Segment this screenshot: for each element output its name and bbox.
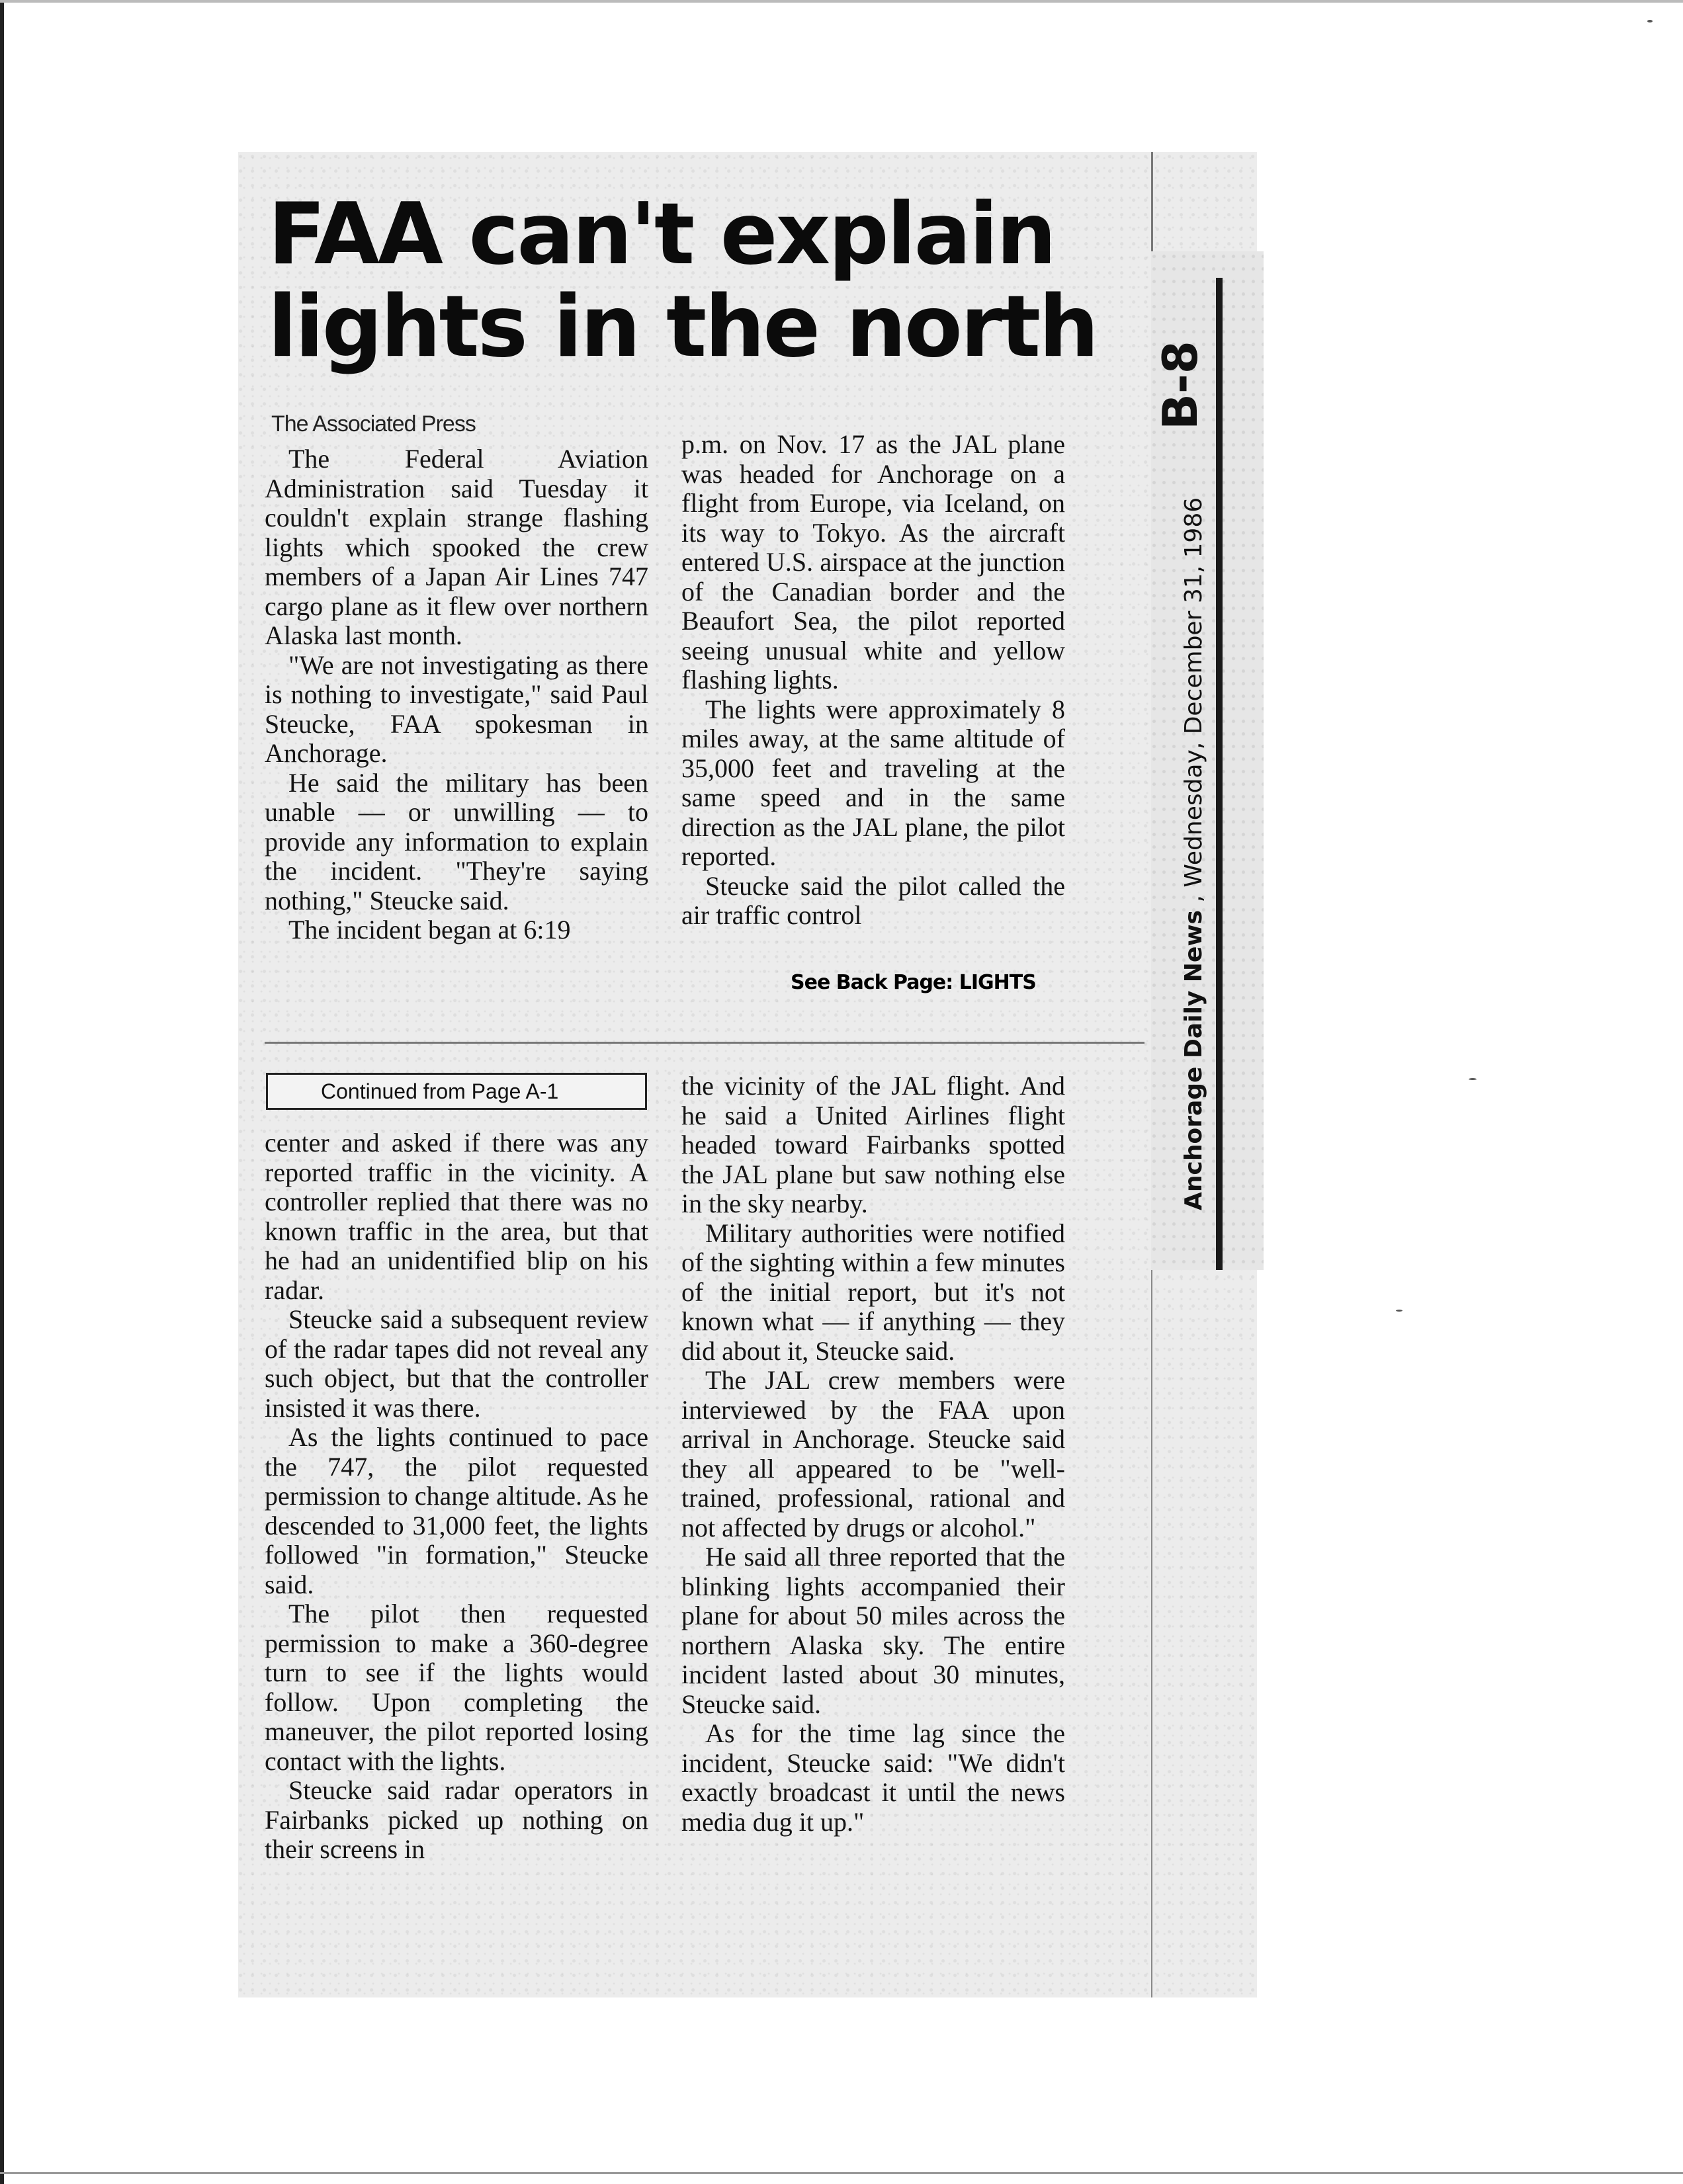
scan-speck (1469, 1078, 1477, 1080)
page-left-edge (0, 0, 4, 2184)
page-top-edge (0, 0, 1683, 3)
article-column-2 (681, 430, 1065, 931)
paragraph: The JAL crew members were interviewed by the FAA upon arrival in Anchorage. Steucke said they all appeared to be "well-trained, professional, rational and not affected by drugs or alcohol." (681, 1365, 1065, 1542)
headline-line-1: FAA can't explain (268, 185, 1055, 284)
paragraph: As the lights continued to pace the 747, the pilot requested permission to change altitude. As he descended to 31,000 feet, the lights followed "in formation," Steucke said. (265, 1422, 648, 1599)
headline-line-2: lights in the north (268, 278, 1098, 376)
publication-date: Wednesday, December 31, 1986 (1180, 497, 1207, 888)
article-column-3 (265, 1128, 648, 1865)
paragraph: He said all three reported that the blinking lights accompanied their plane for about 50 miles across the northern Alaska sky. The entire incident lasted about 30 minutes, Steucke said. (681, 1542, 1065, 1719)
dateline-rule (1216, 278, 1223, 1270)
paragraph: Steucke said radar operators in Fairbanks picked up nothing on their screens in (265, 1775, 648, 1864)
paragraph: p.m. on Nov. 17 as the JAL plane was headed for Anchorage on a flight from Europe, via Iceland, on its way to Tokyo. As the aircraft entered U.S. airspace at the junction of the Canadian border and the Beaufort Sea, the pilot reported seeing unusual white and yellow flashing lights. (681, 429, 1065, 694)
paragraph: As for the time lag since the incident, Steucke said: "We didn't exactly broadcast it until the news media dug it up." (681, 1718, 1065, 1837)
jump-line: See Back Page: LIGHTS (791, 971, 1036, 994)
paragraph: Steucke said the pilot called the air traffic control (681, 870, 1065, 930)
scan-speck (1647, 20, 1653, 22)
scan-speck (1396, 1310, 1402, 1312)
paragraph: "We are not investigating as there is nothing to investigate," said Paul Steucke, FAA spokesman in Anchorage. (265, 650, 648, 768)
dateline-separator: , (1180, 887, 1207, 903)
article-column-4 (681, 1071, 1065, 1837)
paragraph: The pilot then requested permission to make a 360-degree turn to see if the lights would follow. Upon completing the maneuver, the pilot reported losing contact with the lights. (265, 1599, 648, 1776)
page-code: B-8 (1152, 341, 1208, 430)
paragraph: He said the military has been unable — or unwilling — to provide any information to explain the incident. "They're saying nothing," Steucke said. (265, 767, 648, 915)
headline (268, 185, 1108, 376)
paragraph: Military authorities were notified of the sighting within a few minutes of the initial report, but it's not known what — if anything — they did about it, Steucke said. (681, 1218, 1065, 1366)
paragraph: the vicinity of the JAL flight. And he said a United Airlines flight headed toward Fairbanks spotted the JAL plane but saw nothing else in the sky nearby. (681, 1071, 1065, 1218)
section-divider (265, 1042, 1144, 1044)
paragraph: The lights were approximately 8 miles away, at the same altitude of 35,000 feet and traveling at the same speed and in the same direction as the JAL plane, the pilot reported. (681, 694, 1065, 871)
page-bottom-edge (0, 2172, 1683, 2174)
continued-from-label: Continued from Page A-1 (266, 1073, 647, 1110)
paragraph: Steucke said a subsequent review of the radar tapes did not reveal any such object, but that the controller insisted it was there. (265, 1304, 648, 1423)
paragraph: The Federal Aviation Administration said Tuesday it couldn't explain strange flashing lights which spooked the crew members of a Japan Air Lines 747 cargo plane as it flew over northern Alaska last month. (265, 444, 648, 650)
article-column-1 (265, 444, 648, 945)
paragraph: center and asked if there was any reported traffic in the vicinity. A controller replied that there was no known traffic in the area, but that he had an unidentified blip on his radar. (265, 1128, 648, 1305)
newspaper-name: Anchorage Daily News (1180, 909, 1207, 1210)
paragraph: The incident began at 6:19 (288, 915, 571, 945)
byline: The Associated Press (271, 411, 476, 437)
dateline (1180, 497, 1207, 1210)
